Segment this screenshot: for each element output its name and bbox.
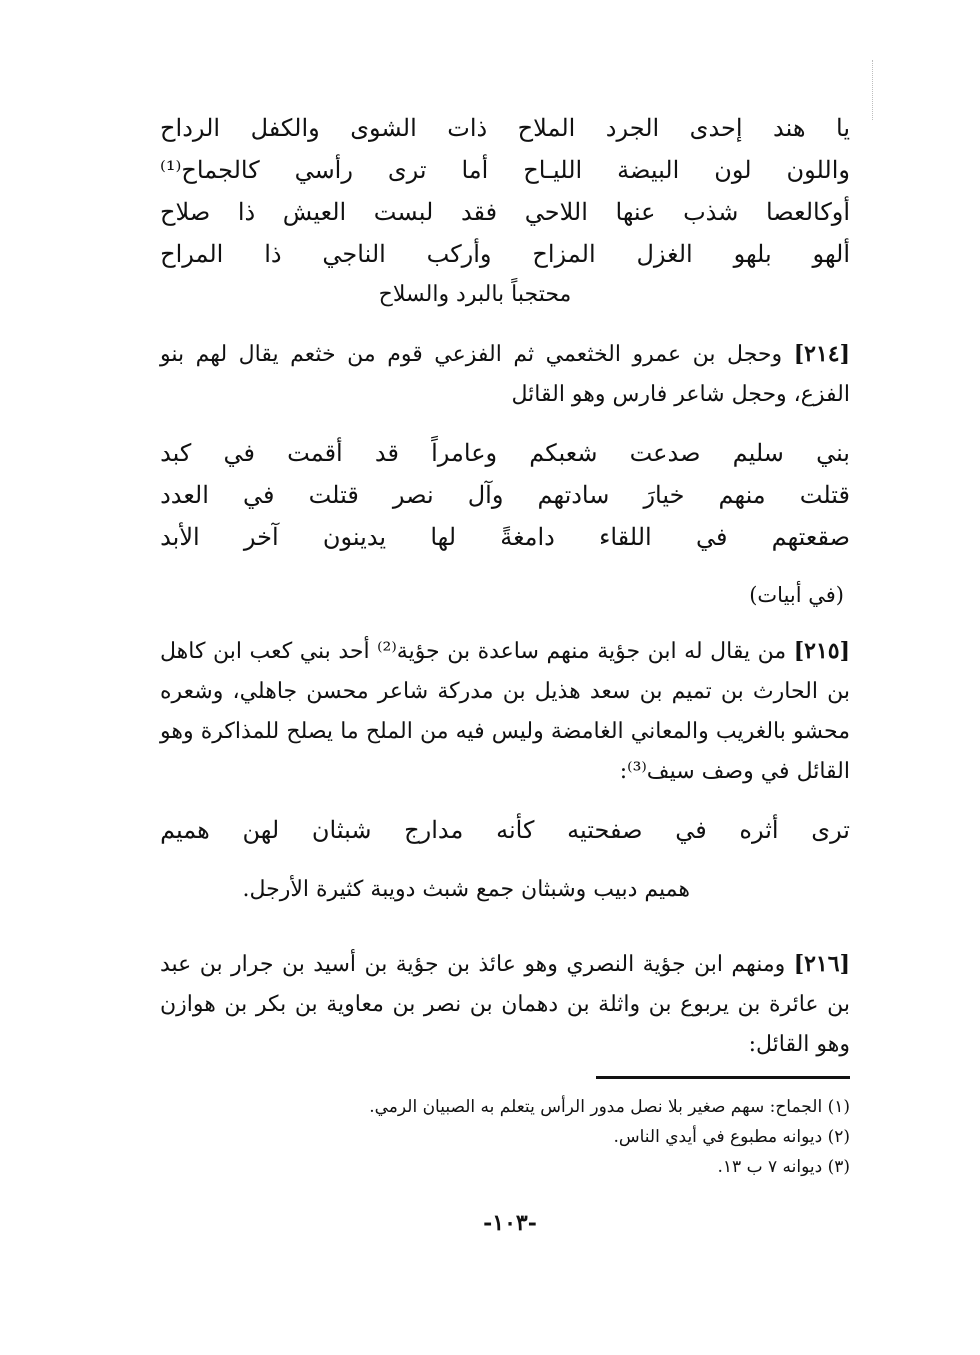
word: وعامراً (431, 439, 498, 467)
word: ترى (811, 816, 850, 844)
poem-1-line (160, 108, 850, 150)
footnote-divider (596, 1076, 850, 1079)
poem-1-line (160, 192, 850, 234)
word: عنها (615, 198, 656, 226)
word: يدينون (322, 523, 387, 551)
word: نصر (392, 481, 434, 509)
word: شبثان (311, 816, 372, 844)
word: الأبد (160, 523, 200, 551)
entry-number: [٢١٦] (793, 951, 850, 977)
poem-2-note: (في أبيات) (749, 583, 844, 607)
word: المزاح (532, 240, 596, 268)
entry-number: [٢١٥] (793, 638, 851, 664)
page-number: -١٠٣- (483, 1210, 537, 1236)
word: الغزل (636, 240, 693, 268)
word: خيارَ (643, 481, 685, 509)
word: ألهو (812, 240, 850, 268)
poem-1 (160, 108, 850, 316)
entry-text: وحجل بن عمرو الخثعمي ثم الفزعي قوم من خثعم يقال لهم بنو الفزع، وحجل شاعر فارس وهو القائل (160, 342, 850, 407)
word: فقد (460, 198, 498, 226)
word: لها (430, 523, 456, 551)
footnote: (٣) ديوانه ٧ ب ١٣. (717, 1157, 850, 1177)
word: المراح (160, 240, 224, 268)
poem-2-line (160, 433, 850, 475)
word: أثره (739, 816, 779, 844)
word: اللقاء (599, 523, 652, 551)
poem-1-line (160, 234, 850, 276)
word: العدد (160, 481, 209, 509)
word: سليم (732, 439, 784, 467)
word: سادتهم (537, 481, 610, 509)
word: والكفل (250, 114, 320, 142)
word: وآل (467, 481, 504, 509)
entry-text: من يقال له ابن جؤية منهم ساعدة بن جؤية⁽²⁾ أحد بني كعب ابن كاهل بن الحارث بن تميم بن سعد هذيل بن مدركة شاعر محسن جاهلي، وشعره محشو بالغريب والمعاني الغامضة وليس فيه من الملح ما يصلح للمذاكرة وهو القائل في وصف سيف⁽³⁾: (160, 639, 850, 784)
word: ترى (387, 156, 427, 184)
poem-3-line (160, 810, 850, 852)
entry-number: [٢١٤] (793, 341, 850, 367)
paragraph-216 (160, 944, 850, 1065)
word: البيضة (617, 156, 680, 184)
word: شذب (683, 198, 739, 226)
word: صدعت (629, 439, 701, 467)
word: بلهو (733, 240, 772, 268)
footnotes (250, 1092, 850, 1182)
word: بني (816, 439, 850, 467)
word: اللاحي (524, 198, 588, 226)
word: الليـاح (523, 156, 583, 184)
word: قتلت (799, 481, 850, 509)
word: لبست (373, 198, 434, 226)
word: قتلت (308, 481, 359, 509)
word: الرداح (160, 114, 221, 142)
word: إحدى (689, 114, 743, 142)
word: كبد (160, 439, 192, 467)
word: لهن (242, 816, 280, 844)
poem-3-gloss: هميم دبيب وشبثان جمع شبث دويبة كثيرة الأرجل. (242, 877, 690, 902)
word: واللون (786, 156, 850, 184)
paragraph-214 (160, 334, 850, 415)
word: العيش (282, 198, 347, 226)
word: هميم (160, 816, 210, 844)
poem-1-tail: محتجباً بالبرد والسلاح (378, 282, 572, 307)
footnote: (٢) ديوانه مطبوع في أيدي الناس. (613, 1127, 850, 1147)
word: كأنه (496, 816, 535, 844)
word: ذات (447, 114, 488, 142)
word: أما (461, 156, 489, 184)
word: الملاح (517, 114, 576, 142)
word: في (695, 523, 728, 551)
word: مدارج (404, 816, 464, 844)
word: كالجماح⁽¹⁾ (160, 156, 260, 184)
word: الجرد (605, 114, 660, 142)
word: هند (773, 114, 806, 142)
poem-2-line (160, 475, 850, 517)
word: يا (836, 114, 850, 142)
word: لون (714, 156, 752, 184)
footnote: (١) الجماح: سهم صغير بلا نصل مدور الرأس يتعلم به الصبيان الرمي. (369, 1097, 850, 1117)
word: في (223, 439, 255, 467)
poem-2-line (160, 517, 850, 559)
word: شعبكم (529, 439, 598, 467)
word: صفحتيه (567, 816, 643, 844)
page-body (160, 108, 850, 1065)
entry-text: ومنهم ابن جؤية النصري وهو عائذ بن جؤية بن أسيد بن جرار بن عبد بن عائرة بن يربوع بن واثلة بن دهمان بن نصر بن معاوية بن بكر بن هوازن وهو القائل: (160, 952, 850, 1057)
word: دامغةً (500, 523, 555, 551)
word: ذا (237, 198, 256, 226)
word: رأسي (294, 156, 353, 184)
word: وأركب (426, 240, 492, 268)
word: قد (374, 439, 399, 467)
poem-3 (160, 810, 850, 852)
word: أوكالعصا (765, 198, 850, 226)
word: الشوى (350, 114, 417, 142)
poem-1-line (160, 150, 850, 192)
word: منهم (718, 481, 766, 509)
scan-edge-marks (872, 60, 874, 120)
word: في (675, 816, 707, 844)
word: ذا (264, 240, 282, 268)
word: صقعتهم (771, 523, 850, 551)
word: أقمت (287, 439, 343, 467)
word: في (243, 481, 275, 509)
word: صلاح (160, 198, 211, 226)
poem-2 (160, 433, 850, 559)
word: الناجي (322, 240, 386, 268)
word: آخر (243, 523, 279, 551)
paragraph-215 (160, 631, 850, 792)
